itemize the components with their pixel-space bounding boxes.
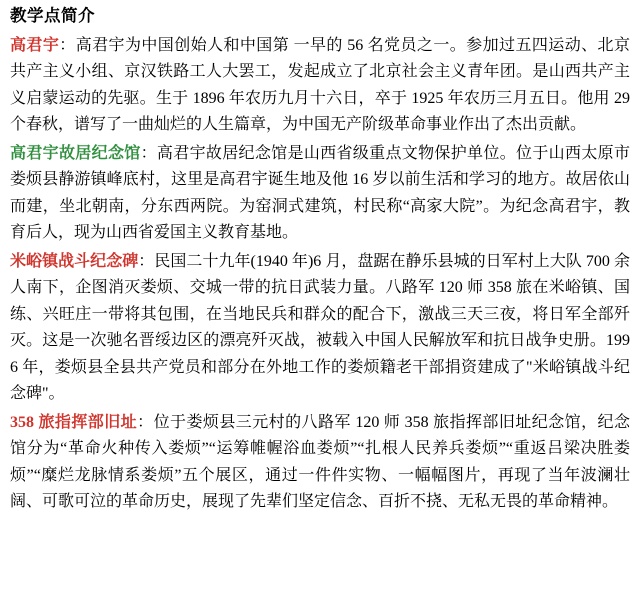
section-separator: ：: [138, 252, 155, 270]
section-body: 民国二十九年(1940 年)6 月，盘踞在静乐县城的日军村上大队 700 余人南下，企图消灭娄烦、交城一带的抗日武装力量。八路军 120 师 358 旅在米峪镇、国练、兴旺庄一带将其包围，在当地民兵和群众的配合下，激战三天三夜，将日军全部歼灭。这是一次驰名晋绥边区的漂亮歼灭战，被载入中国人民解放军和抗日战争史册。1996 年，娄烦县全县共产党员和部分在外地工作的娄烦籍老干部捐资建成了"米峪镇战斗纪念碑"。: [10, 252, 630, 403]
section-paragraph: [10, 141, 630, 247]
section-paragraph: [10, 410, 630, 516]
section-paragraph: [10, 33, 630, 139]
section-body: 高君宇为中国创始人和中国第 一早的 56 名党员之一。参加过五四运动、北京共产主义小组、京汉铁路工人大罢工，发起成立了北京社会主义青年团。是山西共产主义启蒙运动的先驱。生于 1896 年农历九月十六日，卒于 1925 年农历三月五日。他用 29 个春秋，谱写了一曲灿烂的人生篇章，为中国无产阶级革命事业作出了杰出贡献。: [10, 36, 630, 134]
section-paragraph: [10, 249, 630, 408]
section-gaojunyu: [10, 33, 630, 139]
section-separator: ：: [59, 36, 76, 54]
section-heading: 米峪镇战斗纪念碑: [10, 252, 139, 270]
section-separator: ：: [137, 413, 154, 431]
section-heading: 高君宇故居纪念馆: [10, 144, 141, 162]
section-miyuzhen-monument: [10, 249, 630, 408]
section-heading: 358 旅指挥部旧址: [10, 413, 138, 431]
section-separator: ：: [140, 144, 157, 162]
section-body: 位于娄烦县三元村的八路军 120 师 358 旅指挥部旧址纪念馆，纪念馆分为“革命火种传入娄烦”“运筹帷幄浴血娄烦”“扎根人民养兵娄烦”“重返吕梁决胜娄烦”“糜烂龙脉情系娄烦”五个展区，通过一件件实物、一幅幅图片，再现了当年波澜壮阔、可歌可泣的革命历史，展现了先辈们坚定信念、百折不挠、无私无畏的革命精神。: [10, 413, 630, 511]
page-title: 教学点简介: [10, 7, 95, 25]
section-body: 高君宇故居纪念馆是山西省级重点文物保护单位。位于山西太原市娄烦县静游镇峰底村，这里是高君宇诞生地及他 16 岁以前生活和学习的地方。故居依山而建，坐北朝南，分东西两院。为窑洞式建筑，村民称“高家大院”。为纪念高君宇，教育后人，现为山西省爱国主义教育基地。: [10, 144, 630, 242]
section-gujuu-memorial: [10, 141, 630, 247]
section-heading: 高君宇: [10, 36, 60, 54]
section-358-brigade-hq: [10, 410, 630, 516]
